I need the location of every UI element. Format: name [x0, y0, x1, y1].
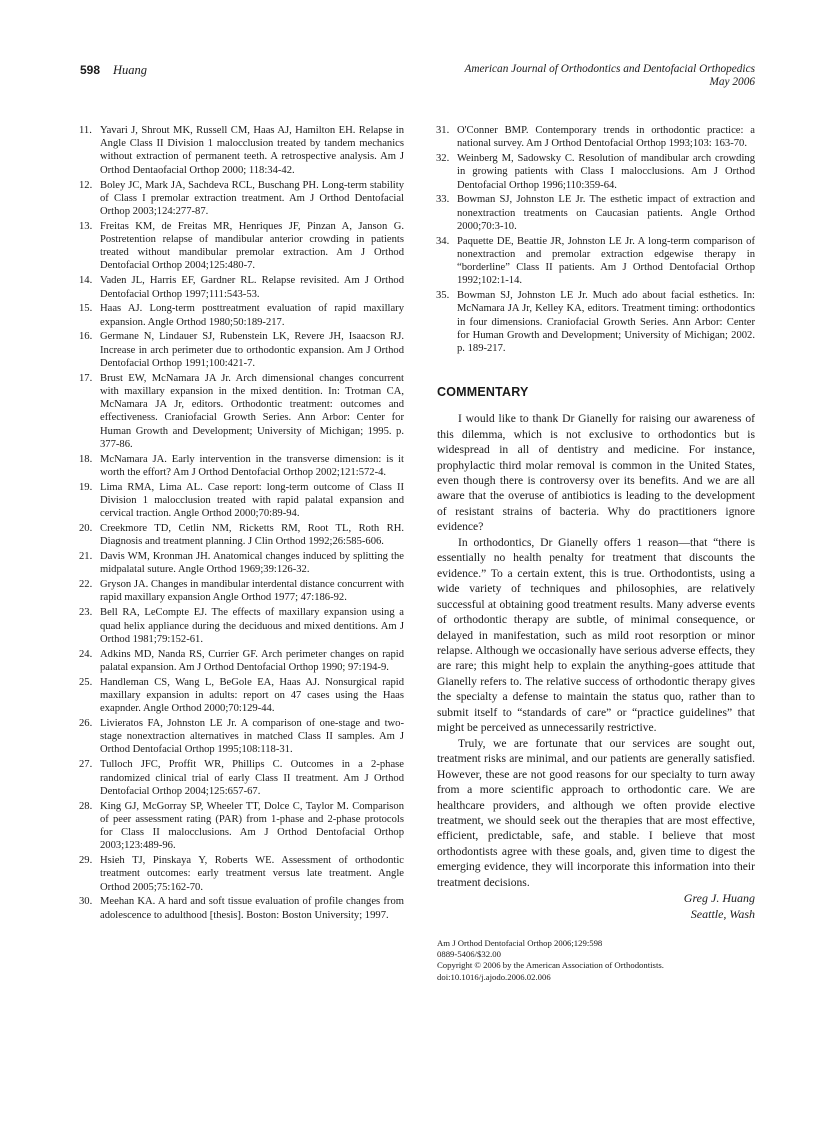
reference-text: Adkins MD, Nanda RS, Currier GF. Arch perimeter changes on rapid palatal expansion. Am J Orthod Dentofacial Orthop 1990; 97:194-9. — [100, 648, 404, 673]
journal-title: American Journal of Orthodontics and Dentofacial Orthopedics — [464, 63, 755, 75]
reference-item — [80, 854, 404, 894]
reference-item — [80, 481, 404, 521]
reference-item — [437, 124, 755, 150]
reference-number: 35. — [436, 290, 450, 302]
commentary-heading: COMMENTARY — [437, 385, 529, 400]
reference-text: Bowman SJ, Johnston LE Jr. The esthetic impact of extraction and nonextraction treatments on Caucasian patients. Angle Orthod 2000;70:3-10. — [457, 194, 755, 232]
reference-item — [80, 302, 404, 328]
reference-text: Haas AJ. Long-term posttreatment evaluation of rapid maxillary expansion. Angle Orthod 1980;50:189-217. — [100, 303, 404, 328]
reference-item — [80, 453, 404, 479]
reference-number: 21. — [79, 551, 93, 563]
reference-item — [80, 522, 404, 548]
reference-list-continued — [437, 124, 755, 355]
reference-text: Lima RMA, Lima AL. Case report: long-term outcome of Class II Division 1 malocclusion treated with rapid palatal expansion and cervical traction. Angle Orthod 2000;70:89-94. — [100, 481, 404, 520]
article-footer — [437, 938, 755, 983]
reference-list — [80, 124, 404, 922]
reference-item — [80, 717, 404, 757]
reference-item — [80, 330, 404, 370]
reference-text: McNamara JA. Early intervention in the transverse dimension: is it worth the effort? Am J Orthod Dentofacial Orthop 2002;121:572-4. — [100, 453, 404, 478]
reference-text: Brust EW, McNamara JA Jr. Arch dimensional changes concurrent with maxillary expansion in the mixed dentition. In: Trotman CA, McNamara JA Jr, editors. Orthodontic treatment: outcomes and effectiveness. Craniofacial Growth Series. Ann Arbor: Center for Human Growth and Development; University of Michigan; 1995. p. 377-86. — [100, 372, 404, 450]
reference-text: Livieratos FA, Johnston LE Jr. A comparison of one-stage and two-stage nonextraction alternatives in matched Class II samples. Am J Orthod Dentofacial Orthop 1995;108:118-31. — [100, 718, 404, 756]
reference-item — [437, 152, 755, 192]
reference-text: Handleman CS, Wang L, BeGole EA, Haas AJ. Nonsurgical rapid maxillary expansion in adults: report on 47 cases using the Haas exapnder. Angle Orthod 2000;70:129-44. — [100, 676, 404, 715]
reference-item — [437, 235, 755, 288]
reference-number: 23. — [79, 607, 93, 619]
reference-number: 12. — [79, 179, 93, 191]
footer-copyright: Copyright © 2006 by the American Association of Orthodontists. — [437, 960, 664, 971]
reference-text: Freitas KM, de Freitas MR, Henriques JF, Pinzan A, Janson G. Postretention relapse of mandibular anterior crowding in patients treated without mandibular premolar extraction. Am J Orthod Dentofacial Orthop 2004;125:480-7. — [100, 220, 404, 272]
reference-number: 16. — [79, 331, 93, 343]
signature-location: Seattle, Wash — [690, 907, 755, 922]
signature-block — [437, 891, 755, 923]
commentary-body — [437, 411, 755, 890]
reference-item — [80, 676, 404, 716]
reference-number: 27. — [79, 759, 93, 771]
reference-text: Bowman SJ, Johnston LE Jr. Much ado about facial esthetics. In: McNamara JA Jr, Kelley KA, editors. Treatment timing: orthodontics in four dimensions. Craniofacial Growth Series. Ann Arbor: Center for Human Growth and Development; University of Michigan; 2002. p. 189-217. — [457, 290, 755, 354]
reference-item — [437, 193, 755, 233]
reference-number: 13. — [79, 220, 93, 232]
reference-number: 22. — [79, 579, 93, 591]
reference-item — [80, 895, 404, 921]
reference-number: 32. — [436, 153, 450, 165]
page-number: 598 — [80, 63, 101, 77]
reference-text: Tulloch JFC, Proffit WR, Phillips C. Outcomes in a 2-phase randomized clinical trial of early Class II treatment. Am J Orthod Dentofacial Orthop 2004;125:657-67. — [100, 759, 404, 797]
reference-number: 29. — [79, 855, 93, 867]
reference-text: Vaden JL, Harris EF, Gardner RL. Relapse revisited. Am J Orthod Dentofacial Orthop 1997;111:543-53. — [100, 275, 404, 300]
reference-text: Davis WM, Kronman JH. Anatomical changes induced by splitting the midpalatal suture. Angle Orthod 1969;39:126-32. — [100, 551, 404, 576]
commentary-paragraph: I would like to thank Dr Gianelly for raising our awareness of this dilemma, which is not exclusive to orthodontics but is widespread in all of dentistry and medicine. For instance, prophylactic third molar removal is common in the United States, even though there is controversy over its benefits. And we are all aware that the overuse of antibiotics is leading to the development of resistant strains of bacteria. Why do practitioners ignore evidence? — [437, 412, 755, 534]
footer-issn-price: 0889-5406/$32.00 — [437, 949, 501, 960]
reference-text: King GJ, McGorray SP, Wheeler TT, Dolce C, Taylor M. Comparison of peer assessment rating (PAR) from 1-phase and 2-phase protocols for Class II malocclusions. Am J Orthod Dentofacial Orthop 2003;123:489-96. — [100, 800, 404, 852]
reference-number: 33. — [436, 194, 450, 206]
issue-date: May 2006 — [709, 76, 755, 88]
journal-info — [464, 63, 755, 89]
reference-number: 24. — [79, 648, 93, 660]
reference-number: 25. — [79, 676, 93, 688]
reference-item — [80, 578, 404, 604]
reference-item — [80, 550, 404, 576]
reference-text: Bell RA, LeCompte EJ. The effects of maxillary expansion using a quad helix appliance during the deciduous and mixed dentitions. Am J Orthod 1981;79:152-61. — [100, 607, 404, 645]
commentary-paragraph: Truly, we are fortunate that our services are sought out, treatment risks are minimal, and our patients are generally satisfied. However, these are not good reasons for our specialty to turn away from a more scientific approach to orthodontic care. We are healthcare providers, and although we often provide elective treatment, we should seek out the therapies that are most effective, efficient, predictable, safe, and stable. I believe that most orthodontists agree with these goals, and, given time to digest the emerging evidence, they will incorporate this information into their treatment decisions. — [437, 736, 755, 889]
reference-number: 11. — [79, 125, 92, 136]
commentary-paragraph: In orthodontics, Dr Gianelly offers 1 reason—that “there is essentially no health penalty for treatment that discounts the evidence.” To a certain extent, this is true. Orthodontists, using a wide variety of techniques and philosophies, are relatively successful at obtaining good treatment results. Many adverse events of orthodontic therapy are subtle, of minimal consequence, or delayed in manifestation, such as mild root resorption or minor relapse. Although we occasionally have serious adverse effects, they are rare; this might help to explain the anything-goes attitude that Gianelly refers to. The relative success of orthodontic therapy gives the specialty a defense to maintain the status quo, rather than to submit itself to “standards of care” or “practice guidelines” that might be perceived as unnecessarily restrictive. — [437, 535, 755, 735]
reference-item — [80, 124, 404, 177]
running-author: Huang — [113, 63, 148, 77]
reference-text: Paquette DE, Beattie JR, Johnston LE Jr. A long-term comparison of nonextraction and premolar extraction edgewise therapy in “borderline” Class II patients. Am J Orthod Dentofacial Orthop 1992;102:1-14. — [457, 235, 755, 287]
reference-number: 19. — [79, 481, 93, 493]
reference-number: 18. — [79, 453, 93, 465]
reference-item — [80, 179, 404, 219]
right-column — [437, 124, 755, 983]
reference-item — [80, 274, 404, 300]
reference-text: Weinberg M, Sadowsky C. Resolution of mandibular arch crowding in growing patients with Class I malocclusions. Am J Orthod Dentofacial Orthop 1996;110:359-64. — [457, 153, 755, 191]
reference-text: Hsieh TJ, Pinskaya Y, Roberts WE. Assessment of orthodontic treatment outcomes: early treatment versus late treatment. Angle Orthod 2005;75:162-70. — [100, 855, 404, 893]
reference-item — [80, 648, 404, 674]
reference-item — [80, 220, 404, 273]
reference-number: 17. — [79, 372, 93, 384]
reference-item — [80, 372, 404, 451]
reference-number: 15. — [79, 303, 93, 315]
reference-item — [437, 289, 755, 355]
reference-number: 20. — [79, 523, 93, 535]
reference-text: Gryson JA. Changes in mandibular interdental distance concurrent with rapid maxillary expansion Angle Orthod 1977; 47:186-92. — [100, 579, 404, 604]
signature-name: Greg J. Huang — [683, 891, 755, 906]
reference-text: Yavari J, Shrout MK, Russell CM, Haas AJ, Hamilton EH. Relapse in Angle Class II Division 1 malocclusion treated by tandem mechanics without extraction of permanent teeth. A retrospective analysis. Am J Orthod Dentaofacial Orthop 2000; 118:34-42. — [100, 125, 404, 176]
reference-number: 26. — [79, 718, 93, 730]
reference-number: 14. — [79, 275, 93, 287]
footer-citation: Am J Orthod Dentofacial Orthop 2006;129:598 — [437, 937, 603, 948]
reference-text: Creekmore TD, Cetlin NM, Ricketts RM, Root TL, Roth RH. Diagnosis and treatment planning. J Clin Orthod 1992;26:585-606. — [100, 523, 404, 548]
reference-item — [80, 800, 404, 853]
left-column — [80, 124, 404, 924]
footer-doi: doi:10.1016/j.ajodo.2006.02.006 — [437, 971, 551, 982]
reference-item — [80, 758, 404, 798]
reference-item — [80, 606, 404, 646]
reference-number: 28. — [79, 800, 93, 812]
reference-number: 34. — [436, 235, 450, 247]
reference-text: Boley JC, Mark JA, Sachdeva RCL, Buschang PH. Long-term stability of Class I premolar extraction treatment. Am J Orthod Dentofacial Orthop 2003;124:277-87. — [100, 179, 404, 217]
running-header — [80, 63, 755, 93]
reference-text: Meehan KA. A hard and soft tissue evaluation of profile changes from adolescence to adulthood [thesis]. Boston: Boston University; 1997. — [100, 896, 404, 921]
reference-number: 31. — [436, 125, 450, 136]
reference-number: 30. — [79, 896, 93, 908]
reference-text: O'Conner BMP. Contemporary trends in orthodontic practice: a national survey. Am J Orthod Dentofacial Orthop 1993;103: 163-70. — [457, 125, 755, 150]
reference-text: Germane N, Lindauer SJ, Rubenstein LK, Revere JH, Isaacson RJ. Increase in arch perimeter due to orthodontic expansion. Am J Orthod Dentofacial Orthop 1991;100:421-7. — [100, 331, 404, 369]
